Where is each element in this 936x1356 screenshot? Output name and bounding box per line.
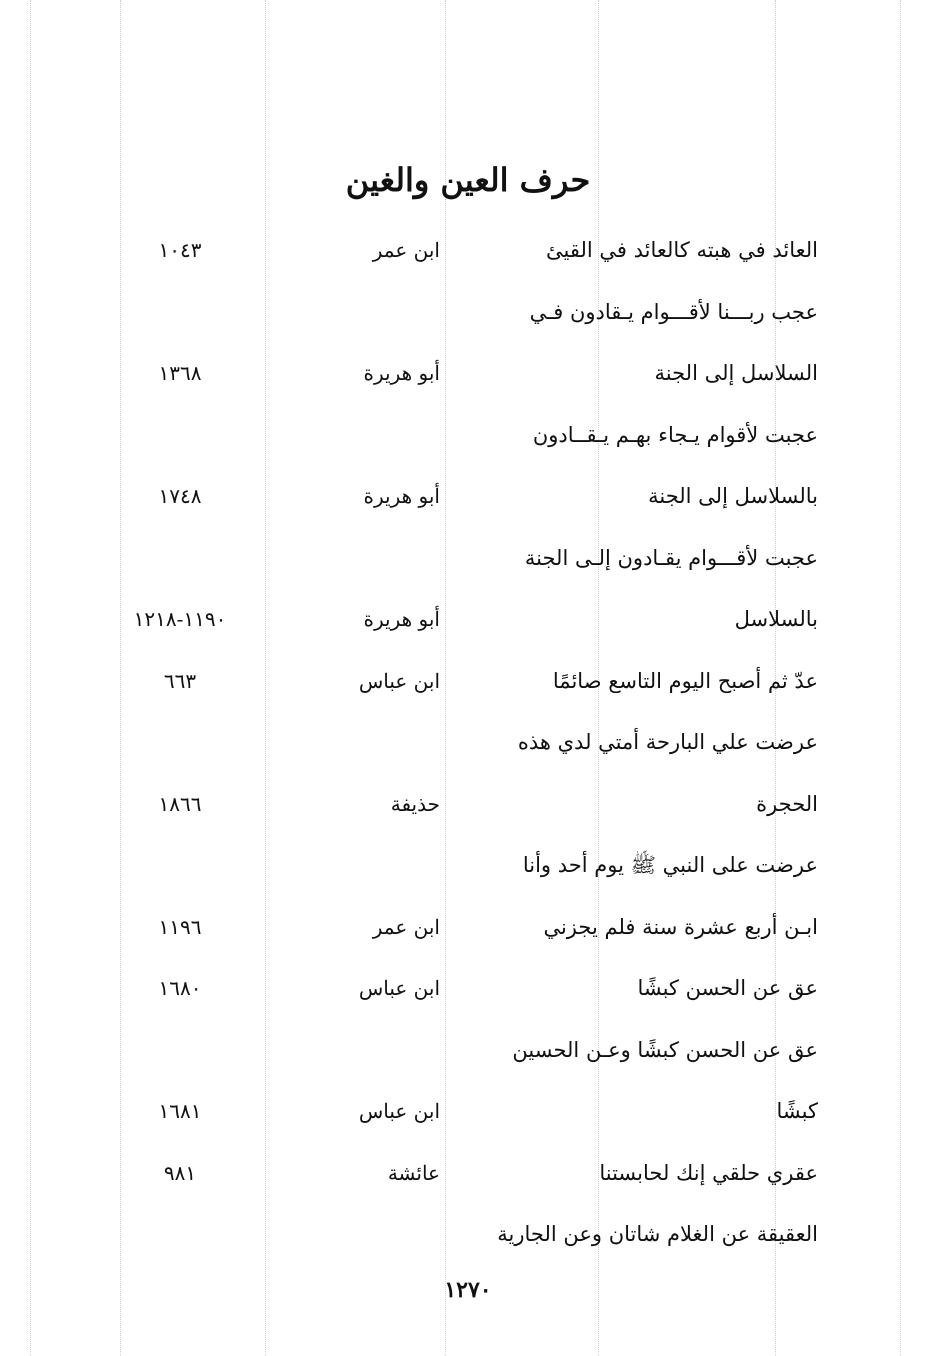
hadith-number: ٩٨١: [163, 1160, 197, 1185]
hadith-text: السلاسل إلى الجنة: [654, 361, 818, 385]
hadith-text: بالسلاسل: [734, 607, 818, 631]
narrator-name: أبو هريرة: [363, 484, 440, 508]
hadith-text: عجبت لأقـــوام يقـادون إلـى الجنة: [524, 545, 818, 570]
narrator-name: ابن عباس: [358, 1099, 440, 1123]
hadith-number: ١١٩٠-١٢١٨: [133, 607, 227, 631]
hadith-text: ابـن أربع عشرة سنة فلم يجزني: [543, 914, 818, 939]
hadith-text: عرضت علي البارحة أمتي لدي هذه: [517, 730, 818, 754]
hadith-text: العائد في هبته كالعائد في القيئ: [546, 238, 818, 262]
hadith-number: ٦٦٣: [163, 668, 197, 693]
narrator-name: حذيفة: [390, 791, 440, 816]
hadith-text: عدّ ثم أصبح اليوم التاسع صائمًا: [552, 668, 818, 693]
index-row: [0, 1020, 936, 1082]
narrator-name: ابن عمر: [372, 238, 440, 262]
narrator-name: أبو هريرة: [363, 607, 440, 631]
hadith-text: عق عن الحسن كبشًا: [637, 976, 818, 1000]
hadith-text: كبشًا: [776, 1099, 818, 1123]
hadith-index-list: [0, 220, 936, 1266]
hadith-number: ١٣٦٨: [158, 361, 202, 385]
hadith-number: ١١٩٦: [158, 914, 202, 939]
narrator-name: ابن عباس: [358, 976, 440, 1000]
index-row: [0, 712, 936, 774]
index-row: [0, 282, 936, 344]
hadith-text: الحجرة: [756, 791, 818, 816]
hadith-text: عق عن الحسن كبشًا وعـن الحسين: [512, 1037, 818, 1062]
hadith-text: عجبت لأقوام يـجاء بهـم يـقــادون: [532, 422, 818, 447]
index-row: [0, 774, 936, 836]
page-number: ١٢٧٠: [444, 1277, 492, 1303]
index-row: [0, 958, 936, 1020]
hadith-text: العقيقة عن الغلام شاتان وعن الجارية: [497, 1222, 818, 1246]
hadith-number: ١٦٨٠: [158, 976, 202, 1000]
narrator-name: ابن عمر: [372, 914, 440, 939]
hadith-text: بالسلاسل إلى الجنة: [648, 484, 818, 508]
index-row: [0, 897, 936, 959]
narrator-name: أبو هريرة: [363, 361, 440, 385]
hadith-text: عجب ربـــنا لأقـــوام يـقادون فـي: [529, 299, 818, 324]
hadith-text: عرضت على النبي ﷺ يوم أحد وأنا: [522, 853, 818, 877]
index-row: [0, 1143, 936, 1205]
hadith-number: ١٦٨١: [158, 1099, 202, 1123]
index-row: [0, 589, 936, 651]
index-row: [0, 835, 936, 897]
index-row: [0, 405, 936, 467]
hadith-number: ١٧٤٨: [158, 484, 202, 508]
hadith-text: عقري حلقي إنك لحابستنا: [599, 1160, 818, 1185]
index-row: [0, 528, 936, 590]
narrator-name: عائشة: [387, 1160, 440, 1185]
section-title: حرف العين والغين: [345, 161, 591, 199]
index-row: [0, 220, 936, 282]
index-row: [0, 343, 936, 405]
index-row: [0, 1204, 936, 1266]
hadith-number: ١٨٦٦: [158, 791, 202, 816]
narrator-name: ابن عباس: [358, 668, 440, 693]
hadith-number: ١٠٤٣: [158, 238, 202, 262]
index-row: [0, 466, 936, 528]
index-row: [0, 1081, 936, 1143]
index-row: [0, 651, 936, 713]
